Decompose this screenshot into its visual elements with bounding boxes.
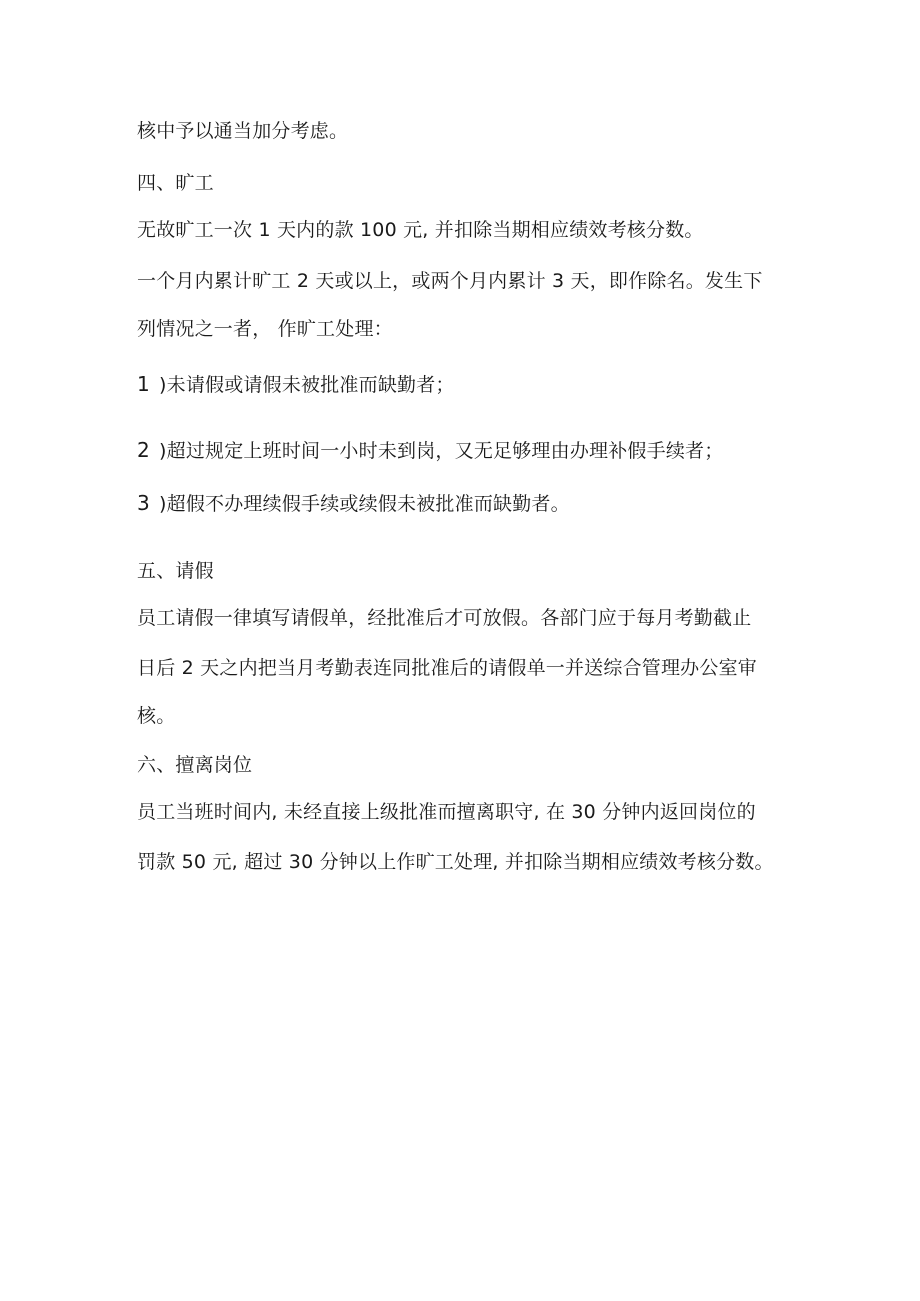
list-item-number: 2 [137, 438, 150, 462]
list-item-text: )超假不办理续假手续或续假未被批准而缺勤者。 [159, 493, 570, 515]
section-heading-leave: 五、请假 [137, 560, 214, 582]
paragraph-leave-line-2: 日后 2 天之内把当月考勤表连同批准后的请假单一并送综合管理办公室审 [137, 657, 757, 679]
paragraph-continuation: 核中予以通当加分考虑。 [137, 120, 349, 142]
list-item-3 [137, 491, 570, 516]
list-item-text: )超过规定上班时间一小时未到岗，又无足够理由办理补假手续者； [159, 440, 724, 462]
list-item-1 [137, 372, 455, 397]
list-item-text: )未请假或请假未被批准而缺勤者； [159, 374, 455, 396]
paragraph-leave-line-1: 员工请假一律填写请假单，经批准后才可放假。各部门应于每月考勤截止 [137, 607, 752, 629]
paragraph-dismissal-line-2: 列情况之一者， 作旷工处理： [137, 318, 393, 340]
list-item-number: 1 [137, 372, 150, 396]
section-heading-absenteeism: 四、旷工 [137, 172, 214, 194]
paragraph-dismissal-line-1: 一个月内累计旷工 2 天或以上，或两个月内累计 3 天，即作除名。发生下 [137, 270, 763, 292]
section-heading-leaving-post: 六、擅离岗位 [137, 754, 253, 776]
paragraph-leaving-post-line-1: 员工当班时间内, 未经直接上级批准而擅离职守, 在 30 分钟内返回岗位的 [137, 801, 756, 823]
paragraph-leaving-post-line-2: 罚款 50 元, 超过 30 分钟以上作旷工处理, 并扣除当期相应绩效考核分数。 [137, 851, 774, 873]
list-item-2 [137, 438, 723, 463]
paragraph-absenteeism-penalty: 无故旷工一次 1 天内的款 100 元, 并扣除当期相应绩效考核分数。 [137, 219, 704, 241]
list-item-number: 3 [137, 491, 150, 515]
paragraph-leave-line-3: 核。 [137, 705, 176, 727]
